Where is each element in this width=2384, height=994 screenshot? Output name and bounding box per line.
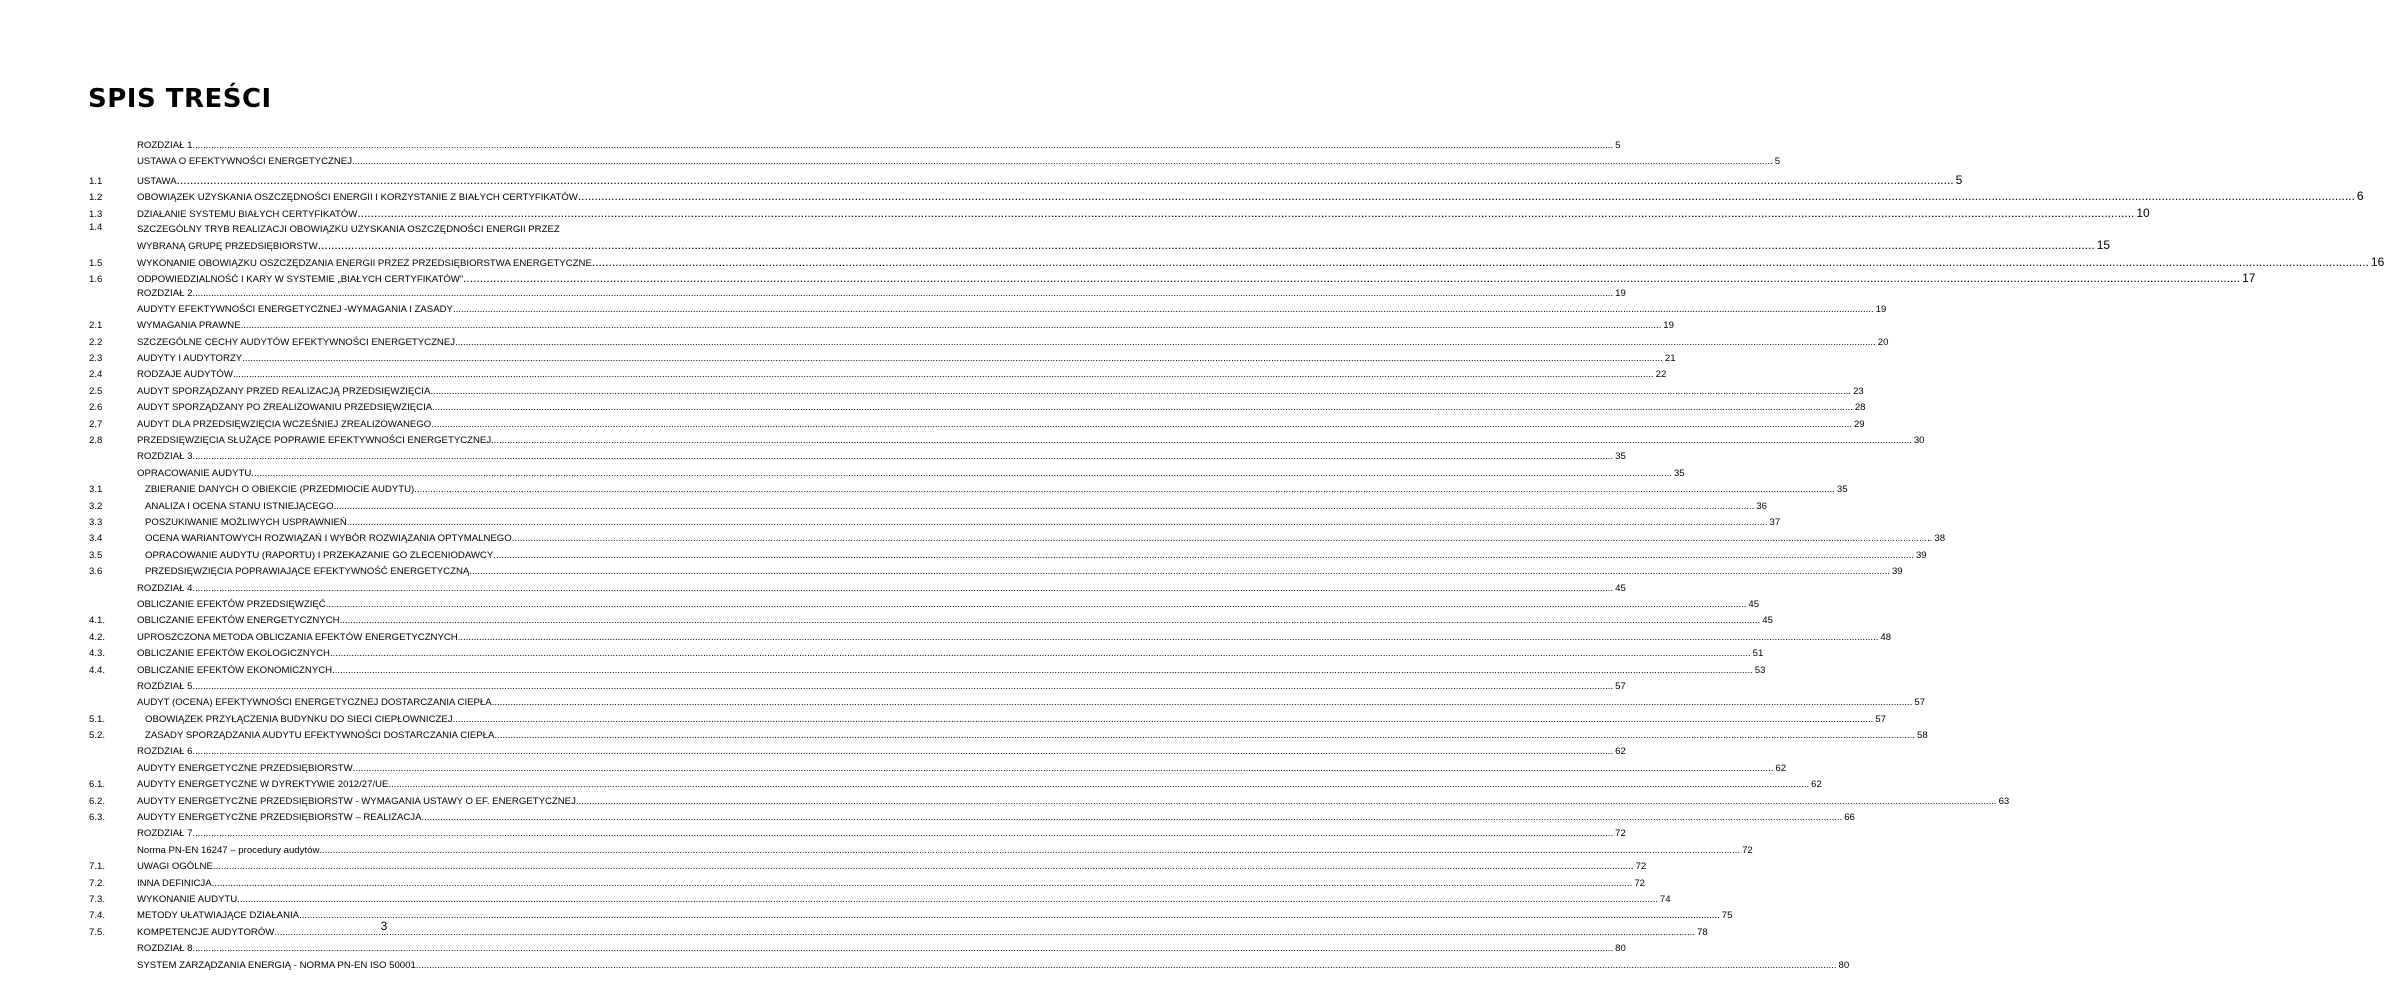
toc-entry-label: ROZDZIAŁ 2 <box>137 287 193 299</box>
toc-entry[interactable] <box>89 828 1626 844</box>
toc-entry-label: KOMPETENCJE AUDYTORÓW <box>137 926 275 938</box>
toc-entry-page: 16 <box>2370 254 2384 269</box>
toc-entry-page: 57 <box>1914 697 1926 709</box>
toc-entry-number: 6.1. <box>89 779 106 791</box>
toc-entry-number: 1.4 <box>89 221 103 233</box>
toc-entry[interactable] <box>89 303 1887 320</box>
toc-entry-page: 45 <box>1762 615 1773 627</box>
toc-entry-label: OBLICZANIE EFEKTÓW EKOLOGICZNYCH <box>137 648 330 660</box>
toc-entry-page: 80 <box>1615 943 1626 955</box>
toc-entry[interactable] <box>89 189 2364 205</box>
toc-entry-label: USTAWA <box>137 175 177 187</box>
toc-entry-label: RODZAJE AUDYTÓW <box>137 369 233 381</box>
toc-leader-dots <box>469 566 1890 577</box>
toc-entry-label: SZCZEGÓLNE CECHY AUDYTÓW EFEKTYWNOŚCI ENERGETYCZNEJ <box>137 336 456 348</box>
toc-entry-page: 39 <box>1915 549 1927 561</box>
toc-leader-dots <box>414 484 1835 495</box>
toc-entry[interactable] <box>89 795 2010 812</box>
toc-entry-page: 36 <box>1756 500 1767 512</box>
toc-entry-label: METODY UŁATWIAJĄCE DZIAŁANIA <box>137 910 300 922</box>
toc-entry-number: 3.1 <box>89 484 103 496</box>
toc-leader-dots <box>491 435 1912 446</box>
toc-entry-page: 39 <box>1891 566 1903 578</box>
toc-entry-number: 1.5 <box>89 257 103 269</box>
toc-entry[interactable] <box>89 861 1647 877</box>
toc-entry[interactable] <box>89 615 1773 631</box>
toc-entry-number: 3.6 <box>89 566 103 578</box>
toc-entry-page: 35 <box>1615 451 1626 463</box>
toc-entry-page: 75 <box>1721 910 1733 922</box>
toc-entry-number: 4.2. <box>89 631 106 643</box>
toc-entry-label: UPROSZCZONA METODA OBLICZANIA EFEKTÓW ENERGETYCZNYCH <box>137 631 458 643</box>
toc-leader-dots <box>431 419 1852 430</box>
toc-entry-label: OBLICZANIE EFEKTÓW PRZEDSIĘWZIĘĆ <box>137 598 326 610</box>
toc-entry[interactable] <box>89 533 1946 549</box>
toc-entry[interactable] <box>89 844 1753 861</box>
toc-entry-page: 38 <box>1934 533 1946 545</box>
toc-entry-number: 2.3 <box>89 353 103 365</box>
toc-leader-dots <box>192 583 1613 594</box>
toc-entry-page: 63 <box>1998 795 2010 807</box>
toc-entry-page: 78 <box>1697 926 1708 938</box>
toc-leader-dots <box>334 501 1755 512</box>
toc-entry[interactable] <box>89 156 1781 172</box>
toc-entry-number: 7.2. <box>89 877 106 889</box>
toc-leader-dots <box>493 550 1914 561</box>
toc-leader-dots <box>332 665 1753 676</box>
toc-entry-page: 19 <box>1615 287 1626 299</box>
toc-entry[interactable] <box>89 385 1864 402</box>
toc-entry-number: 2.7 <box>89 418 103 430</box>
toc-entry[interactable] <box>89 959 1850 976</box>
toc-leader-dots <box>430 386 1851 397</box>
toc-leader-dots <box>458 632 1879 643</box>
toc-entry-page: 57 <box>1875 713 1886 725</box>
toc-entry-page: 19 <box>1663 320 1674 332</box>
toc-leader-dots <box>192 828 1613 839</box>
toc-entry-label: AUDYT SPORZĄDZANY PRZED REALIZACJĄ PRZEDSIĘWZIĘCIA <box>137 385 431 397</box>
toc-entry-page: 23 <box>1853 385 1864 397</box>
toc-entry-number: 6.3. <box>89 812 106 824</box>
toc-entry-page: 21 <box>1664 353 1676 365</box>
toc-entry-label: AUDYTY ENERGETYCZNE W DYREKTYWIE 2012/27/UE <box>137 779 389 791</box>
toc-entry[interactable] <box>89 221 2111 255</box>
toc-entry-label: OBLICZANIE EFEKTÓW EKONOMICZNYCH <box>137 664 333 676</box>
toc-entry-number: 2.4 <box>89 369 103 381</box>
toc-entry[interactable] <box>89 680 1626 697</box>
toc-leader-dots <box>352 156 1773 167</box>
toc-entry[interactable] <box>89 402 1866 418</box>
toc-leader-dots <box>213 861 1634 872</box>
toc-leader-dots <box>492 697 1913 708</box>
toc-entry-label: OPRACOWANIE AUDYTU (RAPORTU) I PRZEKAZANIE GO ZLECENIODAWCY <box>145 549 494 561</box>
toc-entry-page: 72 <box>1634 877 1645 889</box>
toc-entry[interactable] <box>89 566 1903 582</box>
toc-entry-number: 1.3 <box>89 208 103 220</box>
toc-entry-page: 19 <box>1875 303 1887 315</box>
toc-entry-page: 35 <box>1673 467 1685 479</box>
toc-entry-page: 22 <box>1655 369 1667 381</box>
toc-entry[interactable] <box>89 484 1848 500</box>
toc-entry-label: UWAGI OGÓLNE <box>137 861 213 873</box>
toc-leader-dots <box>576 796 1997 807</box>
toc-entry[interactable] <box>89 762 1787 779</box>
toc-entry-number: 7.3. <box>89 893 106 905</box>
toc-leader-dots <box>192 288 1613 299</box>
toc-leader-dots <box>212 878 1633 889</box>
toc-entry-page: 66 <box>1844 812 1855 824</box>
toc-entry-page: 48 <box>1880 631 1892 643</box>
toc-entry-page: 10 <box>2136 205 2150 220</box>
toc-entry-label: Norma PN-EN 16247 – procedury audytów <box>137 844 320 856</box>
toc-entry[interactable] <box>89 517 1781 533</box>
toc-entry-number: 1.2 <box>89 192 103 204</box>
toc-entry-number: 7.5. <box>89 926 106 938</box>
toc-entry-number: 7.1. <box>89 861 106 873</box>
toc-entry-label: AUDYTY EFEKTYWNOŚCI ENERGETYCZNEJ -WYMAGANIA I ZASADY <box>137 303 453 315</box>
toc-entry[interactable] <box>89 549 1927 566</box>
toc-leader-dots <box>192 451 1613 462</box>
toc-leader-dots <box>233 369 1654 380</box>
toc-entry-number: 4.3. <box>89 648 106 660</box>
toc-entry[interactable] <box>89 713 1886 730</box>
toc-entry[interactable] <box>89 140 1621 156</box>
toc-entry-label: OBLICZANIE EFEKTÓW ENERGETYCZNYCH <box>137 615 340 627</box>
toc-leader-dots <box>340 615 1761 626</box>
toc-leader-dots <box>494 730 1915 741</box>
toc-entry-page: 29 <box>1853 418 1865 430</box>
toc-entry-label: INNA DEFINICJA <box>137 877 212 889</box>
toc-entry-number: 2.8 <box>89 435 103 447</box>
toc-leader-dots <box>353 763 1774 774</box>
toc-entry-page: 62 <box>1615 746 1626 758</box>
toc-entry-label: AUDYTY ENERGETYCZNE PRZEDSIĘBIORSTW <box>137 762 353 774</box>
table-of-contents <box>89 140 2384 976</box>
toc-entry[interactable] <box>89 779 1822 795</box>
toc-entry-label: WYKONANIE AUDYTU <box>137 893 238 905</box>
toc-entry-page: 51 <box>1752 648 1764 660</box>
toc-leader-dots <box>416 960 1837 971</box>
toc-entry-label: ODPOWIEDZIALNOŚĆ I KARY W SYSTEMIE „BIAŁYCH CERTYFIKATÓW” <box>137 274 464 286</box>
toc-leader-dots <box>388 779 1809 790</box>
toc-entry[interactable] <box>89 172 1963 189</box>
toc-entry-page: 72 <box>1742 844 1753 856</box>
toc-entry-page: 5 <box>1955 172 1963 187</box>
toc-entry-page: 45 <box>1748 598 1760 610</box>
toc-leader-dots <box>578 189 2355 203</box>
toc-leader-dots <box>192 746 1613 757</box>
toc-entry-label: OPRACOWANIE AUDYTU <box>137 467 252 479</box>
toc-entry[interactable] <box>89 287 1626 304</box>
toc-leader-dots <box>237 894 1658 905</box>
toc-entry-page: 80 <box>1838 959 1850 971</box>
toc-entry-number: 2.5 <box>89 385 103 397</box>
toc-entry-label: PRZEDSIĘWZIĘCIA POPRAWIAJĄCE EFEKTYWNOŚĆ ENERGETYCZNĄ <box>145 566 470 578</box>
toc-entry-page: 30 <box>1913 435 1925 447</box>
toc-entry-page: 72 <box>1615 828 1626 840</box>
toc-entry[interactable] <box>89 451 1626 467</box>
toc-entry-label: AUDYTY I AUDYTORZY <box>137 353 243 365</box>
toc-entry-label: ROZDZIAŁ 5 <box>137 680 193 692</box>
toc-leader-dots <box>177 173 1954 187</box>
toc-entry-page: 5 <box>1615 140 1621 151</box>
toc-entry-label: ZBIERANIE DANYCH O OBIEKCIE (PRZEDMIOCIE AUDYTU) <box>145 484 415 496</box>
toc-entry[interactable] <box>89 746 1626 762</box>
toc-entry[interactable] <box>89 812 1855 828</box>
toc-leader-dots <box>318 238 2095 252</box>
toc-leader-dots <box>347 517 1768 528</box>
toc-leader-dots <box>432 402 1853 413</box>
toc-entry[interactable] <box>89 582 1626 599</box>
toc-entry-page: 6 <box>2356 189 2364 204</box>
toc-entry-label: OBOWIĄZEK PRZYŁĄCZENIA BUDYNKU DO SIECI CIEPŁOWNICZEJ <box>145 713 453 725</box>
toc-leader-dots <box>242 353 1663 364</box>
toc-entry-number: 5.1. <box>89 713 106 725</box>
toc-entry-label: OBOWIĄZEK UZYSKANIA OSZCZĘDNOŚCI ENERGII I KORZYSTANIE Z BIAŁYCH CERTYFIKATÓW <box>137 192 578 204</box>
toc-entry-label: ANALIZA I OCENA STANU ISTNIEJĄCEGO <box>145 500 334 512</box>
toc-entry-page: 72 <box>1635 861 1647 873</box>
toc-leader-dots <box>330 648 1751 659</box>
toc-entry-label: USTAWA O EFEKTYWNOŚCI ENERGETYCZNEJ <box>137 156 352 168</box>
toc-leader-dots <box>512 533 1933 544</box>
toc-entry[interactable] <box>89 271 2256 287</box>
toc-entry[interactable] <box>89 664 1766 681</box>
toc-leader-dots <box>192 681 1613 692</box>
toc-entry[interactable] <box>89 336 1889 353</box>
toc-entry-page: 53 <box>1754 664 1766 676</box>
toc-entry-number: 2.6 <box>89 402 103 414</box>
toc-entry-number: 3.3 <box>89 517 103 528</box>
toc-entry[interactable] <box>89 435 1925 451</box>
toc-entry-number: 3.4 <box>89 533 103 545</box>
toc-entry[interactable] <box>89 943 1626 959</box>
toc-entry-label: ROZDZIAŁ 8 <box>137 943 193 955</box>
toc-entry-label: ROZDZIAŁ 6 <box>137 746 193 758</box>
toc-entry-number: 2.2 <box>89 336 103 348</box>
toc-entry-label: WYMAGANIA PRAWNE <box>137 320 241 332</box>
toc-entry[interactable] <box>89 254 2384 271</box>
toc-entry-label: AUDYT (OCENA) EFEKTYWNOŚCI ENERGETYCZNEJ DOSTARCZANIA CIEPŁA <box>137 697 492 709</box>
toc-leader-dots <box>192 140 1613 151</box>
toc-entry[interactable] <box>89 598 1760 615</box>
toc-entry-number: 3.5 <box>89 549 103 561</box>
toc-entry-page: 74 <box>1659 893 1671 905</box>
toc-entry-page: 17 <box>2242 271 2256 286</box>
page-number: 3 <box>380 919 388 933</box>
toc-entry[interactable] <box>89 648 1764 664</box>
toc-entry[interactable] <box>89 205 2150 222</box>
toc-leader-dots <box>463 271 2240 285</box>
toc-entry[interactable] <box>89 320 1674 336</box>
toc-entry-label: POSZUKIWANIE MOŻLIWYCH USPRAWNIEŃ <box>145 517 347 528</box>
toc-entry-label: ROZDZIAŁ 1 <box>137 140 193 151</box>
toc-entry-page: 28 <box>1854 402 1866 414</box>
toc-leader-dots <box>319 845 1740 856</box>
toc-entry[interactable] <box>89 730 1928 746</box>
toc-entry-page: 58 <box>1917 730 1928 742</box>
toc-leader-dots <box>592 255 2369 269</box>
toc-entry-label: ROZDZIAŁ 7 <box>137 828 193 840</box>
toc-entry-page: 5 <box>1774 156 1781 168</box>
toc-entry-label: PRZEDSIĘWZIĘCIA SŁUŻĄCE POPRAWIE EFEKTYWNOŚCI ENERGETYCZNEJ <box>137 435 492 447</box>
toc-leader-dots <box>453 714 1874 725</box>
toc-entry-label: OCENA WARIANTOWYCH ROZWIĄZAŃ I WYBÓR ROZWIĄZANIA OPTYMALNEGO <box>145 533 512 545</box>
toc-entry-number: 3.2 <box>89 500 103 512</box>
toc-entry-page: 15 <box>2096 238 2111 253</box>
toc-entry[interactable] <box>89 877 1645 894</box>
toc-entry-label: WYKONANIE OBOWIĄZKU OSZCZĘDZANIA ENERGII PRZEZ PRZEDSIĘBIORSTWA ENERGETYCZNE <box>137 257 592 269</box>
toc-entry-label: AUDYTY ENERGETYCZNE PRZEDSIĘBIORSTW - WYMAGANIA USTAWY O EF. ENERGETYCZNEJ <box>137 795 576 807</box>
toc-entry-page: 45 <box>1615 582 1626 594</box>
toc-leader-dots <box>192 943 1613 954</box>
toc-entry-number: 7.4. <box>89 910 106 922</box>
toc-entry-label: SZCZEGÓLNY TRYB REALIZACJI OBOWIĄZKU UZYSKANIA OSZCZĘDNOŚCI ENERGII PRZEZ <box>137 223 560 235</box>
toc-leader-dots <box>453 304 1874 315</box>
toc-entry-label: ROZDZIAŁ 3 <box>137 451 193 463</box>
toc-entry[interactable] <box>89 369 1667 385</box>
toc-leader-dots <box>455 337 1876 348</box>
toc-entry-number: 4.4. <box>89 664 106 676</box>
toc-entry-label: SYSTEM ZARZĄDZANIA ENERGIĄ - NORMA PN-EN ISO 50001 <box>137 959 416 971</box>
toc-leader-dots <box>326 599 1747 610</box>
toc-entry-page: 62 <box>1811 779 1822 791</box>
toc-entry-label: AUDYT DLA PRZEDSIĘWZIĘCIA WCZEŚNIEJ ZREALIZOWANEGO <box>137 418 432 430</box>
toc-leader-dots <box>241 320 1662 331</box>
toc-entry-label: AUDYTY ENERGETYCZNE PRZEDSIĘBIORSTW – REALIZACJA <box>137 812 422 824</box>
page-title: SPIS TREŚCI <box>88 84 272 114</box>
toc-leader-dots <box>422 812 1843 823</box>
toc-entry-number: 2.1 <box>89 320 103 332</box>
toc-entry-page: 37 <box>1769 517 1781 528</box>
toc-entry-number: 1.6 <box>89 274 103 286</box>
toc-entry-number: 5.2. <box>89 730 106 742</box>
toc-entry-number: 6.2. <box>89 795 106 807</box>
toc-entry[interactable] <box>89 893 1671 910</box>
toc-entry-label-continued: WYBRANĄ GRUPĘ PRZEDSIĘBIORSTW <box>137 241 318 253</box>
toc-leader-dots <box>357 206 2134 220</box>
toc-entry-label: DZIAŁANIE SYSTEMU BIAŁYCH CERTYFIKATÓW <box>137 208 358 220</box>
toc-entry[interactable] <box>89 697 1926 713</box>
toc-entry-page: 20 <box>1877 336 1889 348</box>
toc-entry-label: ZASADY SPORZĄDZANIA AUDYTU EFEKTYWNOŚCI DOSTARCZANIA CIEPŁA <box>145 730 495 742</box>
toc-entry[interactable] <box>89 467 1685 484</box>
toc-entry-label: AUDYT SPORZĄDZANY PO ZREALIZOWANIU PRZEDSIĘWZIĘCIA <box>137 402 433 414</box>
toc-entry-label: ROZDZIAŁ 4 <box>137 582 193 594</box>
toc-entry-page: 62 <box>1775 762 1787 774</box>
toc-entry[interactable] <box>89 353 1676 369</box>
toc-leader-dots <box>251 468 1672 479</box>
toc-entry-number: 1.1 <box>89 175 103 187</box>
toc-entry-page: 35 <box>1836 484 1848 496</box>
toc-entry[interactable] <box>89 631 1892 648</box>
toc-entry[interactable] <box>89 418 1865 435</box>
toc-entry-page: 57 <box>1615 680 1626 692</box>
toc-entry[interactable] <box>89 500 1767 517</box>
toc-entry-number: 4.1. <box>89 615 106 627</box>
